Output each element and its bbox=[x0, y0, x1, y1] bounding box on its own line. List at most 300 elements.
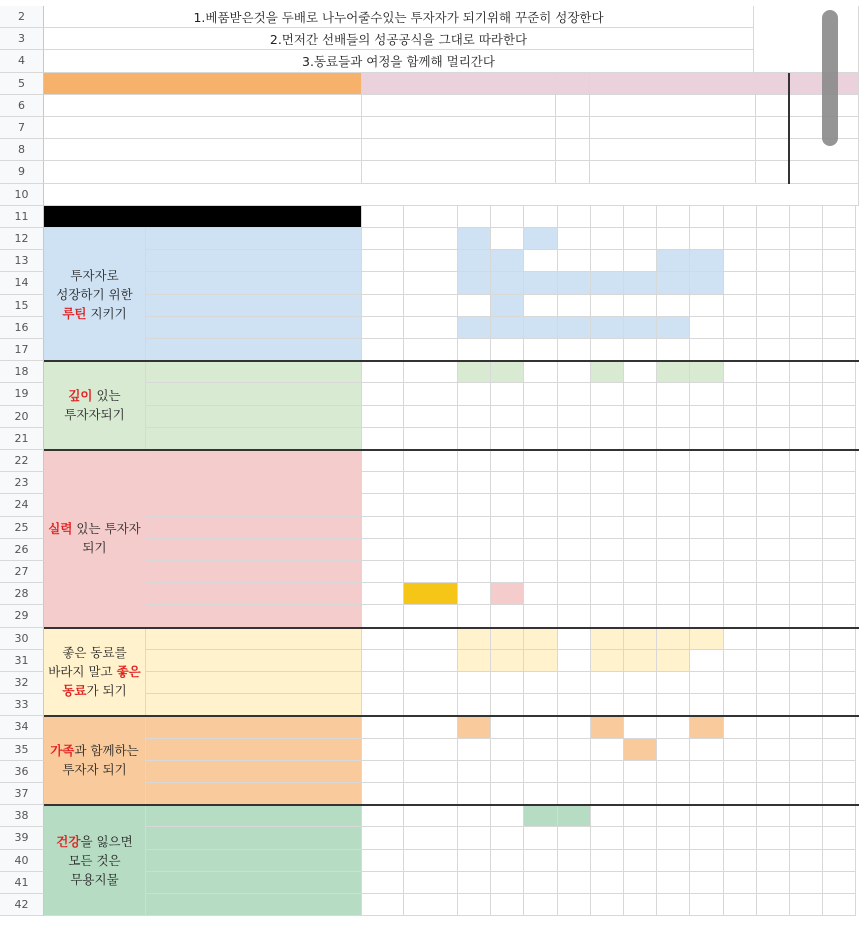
habit-rate[interactable] bbox=[404, 716, 458, 738]
habit-goal[interactable] bbox=[362, 583, 404, 605]
day-mark[interactable] bbox=[591, 317, 624, 339]
day-mark[interactable] bbox=[823, 272, 856, 294]
day-mark[interactable] bbox=[591, 406, 624, 428]
habit-name[interactable] bbox=[146, 517, 362, 539]
day-mark[interactable] bbox=[491, 406, 524, 428]
day-mark[interactable] bbox=[790, 428, 823, 450]
day-mark[interactable] bbox=[724, 628, 757, 650]
day-mark[interactable] bbox=[491, 628, 524, 650]
day-mark[interactable] bbox=[591, 739, 624, 761]
day-header[interactable] bbox=[690, 206, 723, 228]
day-mark[interactable] bbox=[657, 383, 690, 405]
day-mark[interactable] bbox=[491, 739, 524, 761]
day-mark[interactable] bbox=[657, 628, 690, 650]
habit-name[interactable] bbox=[146, 361, 362, 383]
day-mark[interactable] bbox=[657, 672, 690, 694]
day-mark[interactable] bbox=[690, 272, 723, 294]
day-mark[interactable] bbox=[491, 317, 524, 339]
day-mark[interactable] bbox=[724, 272, 757, 294]
habit-goal[interactable] bbox=[362, 450, 404, 472]
day-mark[interactable] bbox=[591, 428, 624, 450]
day-mark[interactable] bbox=[657, 428, 690, 450]
habit-rate[interactable] bbox=[404, 761, 458, 783]
row-number[interactable]: 40 bbox=[0, 850, 44, 872]
habit-name[interactable] bbox=[146, 539, 362, 561]
day-mark[interactable] bbox=[591, 827, 624, 849]
day-mark[interactable] bbox=[591, 850, 624, 872]
day-mark[interactable] bbox=[757, 694, 790, 716]
day-mark[interactable] bbox=[690, 472, 723, 494]
day-mark[interactable] bbox=[690, 561, 723, 583]
day-mark[interactable] bbox=[823, 672, 856, 694]
habit-goal[interactable] bbox=[362, 383, 404, 405]
day-mark[interactable] bbox=[524, 672, 557, 694]
habit-rate[interactable] bbox=[404, 628, 458, 650]
day-mark[interactable] bbox=[690, 872, 723, 894]
habit-name[interactable] bbox=[146, 383, 362, 405]
week-result-cell[interactable] bbox=[756, 95, 790, 117]
day-mark[interactable] bbox=[690, 716, 723, 738]
day-mark[interactable] bbox=[823, 894, 856, 916]
day-mark[interactable] bbox=[790, 517, 823, 539]
day-mark[interactable] bbox=[558, 450, 591, 472]
day-mark[interactable] bbox=[823, 383, 856, 405]
row-number[interactable]: 33 bbox=[0, 694, 44, 716]
day-mark[interactable] bbox=[624, 739, 657, 761]
day-mark[interactable] bbox=[624, 761, 657, 783]
main-goal-item[interactable] bbox=[44, 139, 362, 161]
day-mark[interactable] bbox=[458, 539, 491, 561]
day-mark[interactable] bbox=[757, 716, 790, 738]
week-result-cell[interactable] bbox=[756, 161, 790, 183]
day-mark[interactable] bbox=[790, 805, 823, 827]
day-mark[interactable] bbox=[724, 850, 757, 872]
row-number[interactable]: 36 bbox=[0, 761, 44, 783]
day-mark[interactable] bbox=[657, 583, 690, 605]
row-number[interactable]: 34 bbox=[0, 716, 44, 738]
day-mark[interactable] bbox=[757, 894, 790, 916]
day-mark[interactable] bbox=[690, 894, 723, 916]
habit-name[interactable] bbox=[146, 650, 362, 672]
row-number[interactable]: 20 bbox=[0, 406, 44, 428]
week-result-cell[interactable] bbox=[756, 117, 790, 139]
habit-goal[interactable] bbox=[362, 605, 404, 627]
day-mark[interactable] bbox=[491, 716, 524, 738]
day-mark[interactable] bbox=[458, 428, 491, 450]
day-mark[interactable] bbox=[657, 827, 690, 849]
day-mark[interactable] bbox=[524, 317, 557, 339]
day-mark[interactable] bbox=[591, 872, 624, 894]
day-mark[interactable] bbox=[558, 872, 591, 894]
day-mark[interactable] bbox=[524, 783, 557, 805]
row-number[interactable]: 11 bbox=[0, 206, 44, 228]
day-mark[interactable] bbox=[458, 850, 491, 872]
day-mark[interactable] bbox=[790, 539, 823, 561]
habit-rate[interactable] bbox=[404, 383, 458, 405]
day-mark[interactable] bbox=[524, 739, 557, 761]
day-mark[interactable] bbox=[458, 672, 491, 694]
day-mark[interactable] bbox=[657, 472, 690, 494]
day-mark[interactable] bbox=[790, 672, 823, 694]
day-mark[interactable] bbox=[458, 561, 491, 583]
day-mark[interactable] bbox=[823, 761, 856, 783]
day-mark[interactable] bbox=[624, 628, 657, 650]
day-mark[interactable] bbox=[690, 339, 723, 361]
day-mark[interactable] bbox=[790, 272, 823, 294]
day-mark[interactable] bbox=[823, 539, 856, 561]
day-mark[interactable] bbox=[690, 739, 723, 761]
day-mark[interactable] bbox=[624, 383, 657, 405]
day-mark[interactable] bbox=[558, 406, 591, 428]
week-goal-item[interactable] bbox=[362, 117, 556, 139]
day-mark[interactable] bbox=[823, 694, 856, 716]
day-mark[interactable] bbox=[591, 272, 624, 294]
day-mark[interactable] bbox=[757, 272, 790, 294]
row-number[interactable]: 41 bbox=[0, 872, 44, 894]
day-mark[interactable] bbox=[690, 583, 723, 605]
row-number[interactable]: 16 bbox=[0, 317, 44, 339]
day-mark[interactable] bbox=[790, 472, 823, 494]
day-mark[interactable] bbox=[724, 517, 757, 539]
day-mark[interactable] bbox=[790, 583, 823, 605]
day-mark[interactable] bbox=[624, 428, 657, 450]
day-mark[interactable] bbox=[624, 805, 657, 827]
day-mark[interactable] bbox=[790, 295, 823, 317]
habit-name[interactable] bbox=[146, 339, 362, 361]
day-mark[interactable] bbox=[591, 228, 624, 250]
day-mark[interactable] bbox=[458, 450, 491, 472]
habit-rate[interactable] bbox=[404, 561, 458, 583]
day-mark[interactable] bbox=[591, 605, 624, 627]
day-mark[interactable] bbox=[724, 583, 757, 605]
day-mark[interactable] bbox=[491, 561, 524, 583]
day-mark[interactable] bbox=[524, 761, 557, 783]
motto-line[interactable]: 3.동료들과 여정을 함께해 멀리간다 bbox=[44, 50, 754, 72]
day-mark[interactable] bbox=[823, 605, 856, 627]
day-mark[interactable] bbox=[491, 361, 524, 383]
day-mark[interactable] bbox=[657, 250, 690, 272]
row-number[interactable]: 2 bbox=[0, 6, 44, 28]
habit-name[interactable] bbox=[146, 428, 362, 450]
day-mark[interactable] bbox=[690, 295, 723, 317]
habit-rate[interactable] bbox=[404, 783, 458, 805]
day-mark[interactable] bbox=[558, 805, 591, 827]
day-mark[interactable] bbox=[724, 894, 757, 916]
day-mark[interactable] bbox=[558, 250, 591, 272]
day-header[interactable] bbox=[790, 206, 823, 228]
day-mark[interactable] bbox=[690, 605, 723, 627]
day-mark[interactable] bbox=[624, 872, 657, 894]
day-mark[interactable] bbox=[757, 827, 790, 849]
day-mark[interactable] bbox=[591, 339, 624, 361]
habit-goal[interactable] bbox=[362, 339, 404, 361]
habit-goal[interactable] bbox=[362, 827, 404, 849]
day-mark[interactable] bbox=[823, 494, 856, 516]
day-mark[interactable] bbox=[591, 250, 624, 272]
day-mark[interactable] bbox=[491, 228, 524, 250]
habit-goal[interactable] bbox=[362, 539, 404, 561]
habit-rate[interactable] bbox=[404, 339, 458, 361]
day-mark[interactable] bbox=[790, 228, 823, 250]
day-mark[interactable] bbox=[657, 761, 690, 783]
day-mark[interactable] bbox=[690, 650, 723, 672]
habit-goal[interactable] bbox=[362, 250, 404, 272]
day-mark[interactable] bbox=[657, 317, 690, 339]
day-mark[interactable] bbox=[790, 317, 823, 339]
habit-goal[interactable] bbox=[362, 628, 404, 650]
day-mark[interactable] bbox=[524, 295, 557, 317]
blank-cell[interactable] bbox=[754, 6, 859, 73]
day-mark[interactable] bbox=[690, 761, 723, 783]
habit-name[interactable] bbox=[146, 472, 362, 494]
habit-goal[interactable] bbox=[362, 472, 404, 494]
day-mark[interactable] bbox=[491, 250, 524, 272]
motto-line[interactable]: 1.베품받은것을 두배로 나누어줄수있는 투자자가 되기위해 꾸준히 성장한다 bbox=[44, 6, 754, 28]
day-mark[interactable] bbox=[724, 694, 757, 716]
day-mark[interactable] bbox=[790, 761, 823, 783]
day-mark[interactable] bbox=[690, 783, 723, 805]
habit-name[interactable] bbox=[146, 672, 362, 694]
day-mark[interactable] bbox=[491, 383, 524, 405]
habit-name[interactable] bbox=[146, 783, 362, 805]
day-mark[interactable] bbox=[458, 605, 491, 627]
day-header[interactable] bbox=[558, 206, 591, 228]
day-mark[interactable] bbox=[823, 317, 856, 339]
habit-rate[interactable] bbox=[404, 317, 458, 339]
day-mark[interactable] bbox=[591, 805, 624, 827]
day-mark[interactable] bbox=[757, 539, 790, 561]
day-mark[interactable] bbox=[657, 605, 690, 627]
day-mark[interactable] bbox=[657, 517, 690, 539]
day-mark[interactable] bbox=[823, 450, 856, 472]
day-mark[interactable] bbox=[823, 827, 856, 849]
row-number[interactable]: 38 bbox=[0, 805, 44, 827]
day-mark[interactable] bbox=[524, 361, 557, 383]
day-mark[interactable] bbox=[458, 650, 491, 672]
row-number[interactable]: 31 bbox=[0, 650, 44, 672]
day-mark[interactable] bbox=[757, 450, 790, 472]
day-mark[interactable] bbox=[491, 783, 524, 805]
day-mark[interactable] bbox=[657, 494, 690, 516]
day-mark[interactable] bbox=[823, 583, 856, 605]
day-header[interactable] bbox=[757, 206, 790, 228]
day-mark[interactable] bbox=[491, 805, 524, 827]
day-mark[interactable] bbox=[558, 517, 591, 539]
habit-rate[interactable] bbox=[404, 894, 458, 916]
day-mark[interactable] bbox=[624, 295, 657, 317]
row-number[interactable]: 18 bbox=[0, 361, 44, 383]
row-number[interactable]: 15 bbox=[0, 295, 44, 317]
day-header[interactable] bbox=[524, 206, 557, 228]
day-mark[interactable] bbox=[790, 894, 823, 916]
day-mark[interactable] bbox=[657, 872, 690, 894]
day-mark[interactable] bbox=[724, 228, 757, 250]
habit-rate[interactable] bbox=[404, 739, 458, 761]
day-mark[interactable] bbox=[657, 561, 690, 583]
day-mark[interactable] bbox=[558, 783, 591, 805]
row-number[interactable]: 13 bbox=[0, 250, 44, 272]
day-mark[interactable] bbox=[458, 361, 491, 383]
day-mark[interactable] bbox=[724, 361, 757, 383]
habit-name[interactable] bbox=[146, 561, 362, 583]
row-number[interactable]: 4 bbox=[0, 50, 44, 72]
row-number[interactable]: 12 bbox=[0, 228, 44, 250]
day-mark[interactable] bbox=[558, 228, 591, 250]
day-mark[interactable] bbox=[690, 406, 723, 428]
day-mark[interactable] bbox=[491, 850, 524, 872]
day-mark[interactable] bbox=[724, 450, 757, 472]
day-mark[interactable] bbox=[458, 272, 491, 294]
habit-rate[interactable] bbox=[404, 517, 458, 539]
day-mark[interactable] bbox=[524, 650, 557, 672]
day-mark[interactable] bbox=[823, 783, 856, 805]
week-result-cell[interactable] bbox=[556, 161, 590, 183]
day-mark[interactable] bbox=[591, 694, 624, 716]
day-mark[interactable] bbox=[524, 494, 557, 516]
day-mark[interactable] bbox=[690, 672, 723, 694]
habit-rate[interactable] bbox=[404, 872, 458, 894]
day-mark[interactable] bbox=[790, 361, 823, 383]
day-mark[interactable] bbox=[524, 561, 557, 583]
habit-name[interactable] bbox=[146, 694, 362, 716]
day-mark[interactable] bbox=[790, 872, 823, 894]
day-mark[interactable] bbox=[591, 539, 624, 561]
habit-rate[interactable] bbox=[404, 494, 458, 516]
day-mark[interactable] bbox=[458, 827, 491, 849]
row-number[interactable]: 7 bbox=[0, 117, 44, 139]
day-mark[interactable] bbox=[757, 361, 790, 383]
day-mark[interactable] bbox=[790, 605, 823, 627]
day-mark[interactable] bbox=[757, 628, 790, 650]
day-mark[interactable] bbox=[790, 494, 823, 516]
day-mark[interactable] bbox=[591, 650, 624, 672]
day-mark[interactable] bbox=[757, 739, 790, 761]
achievement-header[interactable] bbox=[404, 206, 458, 228]
day-mark[interactable] bbox=[624, 827, 657, 849]
day-mark[interactable] bbox=[724, 561, 757, 583]
day-mark[interactable] bbox=[458, 739, 491, 761]
day-mark[interactable] bbox=[790, 850, 823, 872]
row-number[interactable]: 29 bbox=[0, 605, 44, 627]
day-mark[interactable] bbox=[591, 361, 624, 383]
day-header[interactable] bbox=[624, 206, 657, 228]
day-mark[interactable] bbox=[790, 339, 823, 361]
day-mark[interactable] bbox=[491, 339, 524, 361]
habit-name[interactable] bbox=[146, 272, 362, 294]
day-mark[interactable] bbox=[624, 494, 657, 516]
day-mark[interactable] bbox=[591, 295, 624, 317]
day-mark[interactable] bbox=[558, 761, 591, 783]
day-mark[interactable] bbox=[558, 716, 591, 738]
day-mark[interactable] bbox=[757, 650, 790, 672]
day-mark[interactable] bbox=[657, 539, 690, 561]
day-mark[interactable] bbox=[624, 672, 657, 694]
day-mark[interactable] bbox=[624, 539, 657, 561]
day-mark[interactable] bbox=[757, 561, 790, 583]
habit-name[interactable] bbox=[146, 850, 362, 872]
day-mark[interactable] bbox=[458, 295, 491, 317]
day-mark[interactable] bbox=[558, 894, 591, 916]
day-mark[interactable] bbox=[558, 694, 591, 716]
habit-goal[interactable] bbox=[362, 650, 404, 672]
day-mark[interactable] bbox=[657, 295, 690, 317]
day-mark[interactable] bbox=[823, 561, 856, 583]
habit-goal[interactable] bbox=[362, 716, 404, 738]
habit-name[interactable] bbox=[146, 872, 362, 894]
habit-name[interactable] bbox=[146, 450, 362, 472]
row-number[interactable]: 9 bbox=[0, 161, 44, 183]
main-goal-item[interactable] bbox=[44, 95, 362, 117]
day-mark[interactable] bbox=[558, 317, 591, 339]
day-mark[interactable] bbox=[624, 716, 657, 738]
day-mark[interactable] bbox=[757, 494, 790, 516]
day-mark[interactable] bbox=[790, 650, 823, 672]
habit-rate[interactable] bbox=[404, 228, 458, 250]
day-mark[interactable] bbox=[624, 850, 657, 872]
habit-name[interactable] bbox=[146, 317, 362, 339]
day-mark[interactable] bbox=[823, 472, 856, 494]
day-mark[interactable] bbox=[491, 694, 524, 716]
day-mark[interactable] bbox=[558, 650, 591, 672]
row-number[interactable]: 30 bbox=[0, 628, 44, 650]
day-mark[interactable] bbox=[757, 339, 790, 361]
day-mark[interactable] bbox=[757, 250, 790, 272]
day-mark[interactable] bbox=[458, 805, 491, 827]
row-number[interactable]: 10 bbox=[0, 184, 44, 206]
row-number[interactable]: 27 bbox=[0, 561, 44, 583]
day-mark[interactable] bbox=[458, 494, 491, 516]
row-number[interactable]: 24 bbox=[0, 494, 44, 516]
day-mark[interactable] bbox=[491, 272, 524, 294]
day-mark[interactable] bbox=[724, 250, 757, 272]
day-mark[interactable] bbox=[823, 295, 856, 317]
day-mark[interactable] bbox=[790, 250, 823, 272]
day-mark[interactable] bbox=[624, 783, 657, 805]
habit-name[interactable] bbox=[146, 494, 362, 516]
day-mark[interactable] bbox=[491, 494, 524, 516]
day-mark[interactable] bbox=[790, 383, 823, 405]
monthly-goal-header[interactable] bbox=[362, 206, 404, 228]
day-mark[interactable] bbox=[458, 472, 491, 494]
day-mark[interactable] bbox=[558, 272, 591, 294]
day-mark[interactable] bbox=[524, 339, 557, 361]
day-mark[interactable] bbox=[558, 339, 591, 361]
day-mark[interactable] bbox=[757, 872, 790, 894]
row-number[interactable]: 22 bbox=[0, 450, 44, 472]
day-mark[interactable] bbox=[524, 228, 557, 250]
day-mark[interactable] bbox=[558, 472, 591, 494]
day-mark[interactable] bbox=[757, 228, 790, 250]
habit-goal[interactable] bbox=[362, 228, 404, 250]
habit-rate[interactable] bbox=[404, 850, 458, 872]
goals-header[interactable] bbox=[44, 73, 362, 95]
day-mark[interactable] bbox=[724, 827, 757, 849]
week-result-header[interactable] bbox=[756, 73, 790, 95]
day-mark[interactable] bbox=[757, 605, 790, 627]
day-mark[interactable] bbox=[624, 339, 657, 361]
day-mark[interactable] bbox=[524, 872, 557, 894]
day-mark[interactable] bbox=[690, 517, 723, 539]
habit-name[interactable] bbox=[146, 827, 362, 849]
week-goal-item[interactable] bbox=[590, 117, 756, 139]
day-mark[interactable] bbox=[757, 583, 790, 605]
row-number[interactable]: 17 bbox=[0, 339, 44, 361]
day-mark[interactable] bbox=[790, 450, 823, 472]
week-goal-header[interactable] bbox=[362, 73, 556, 95]
day-mark[interactable] bbox=[624, 694, 657, 716]
habit-rate[interactable] bbox=[404, 583, 458, 605]
day-mark[interactable] bbox=[690, 827, 723, 849]
